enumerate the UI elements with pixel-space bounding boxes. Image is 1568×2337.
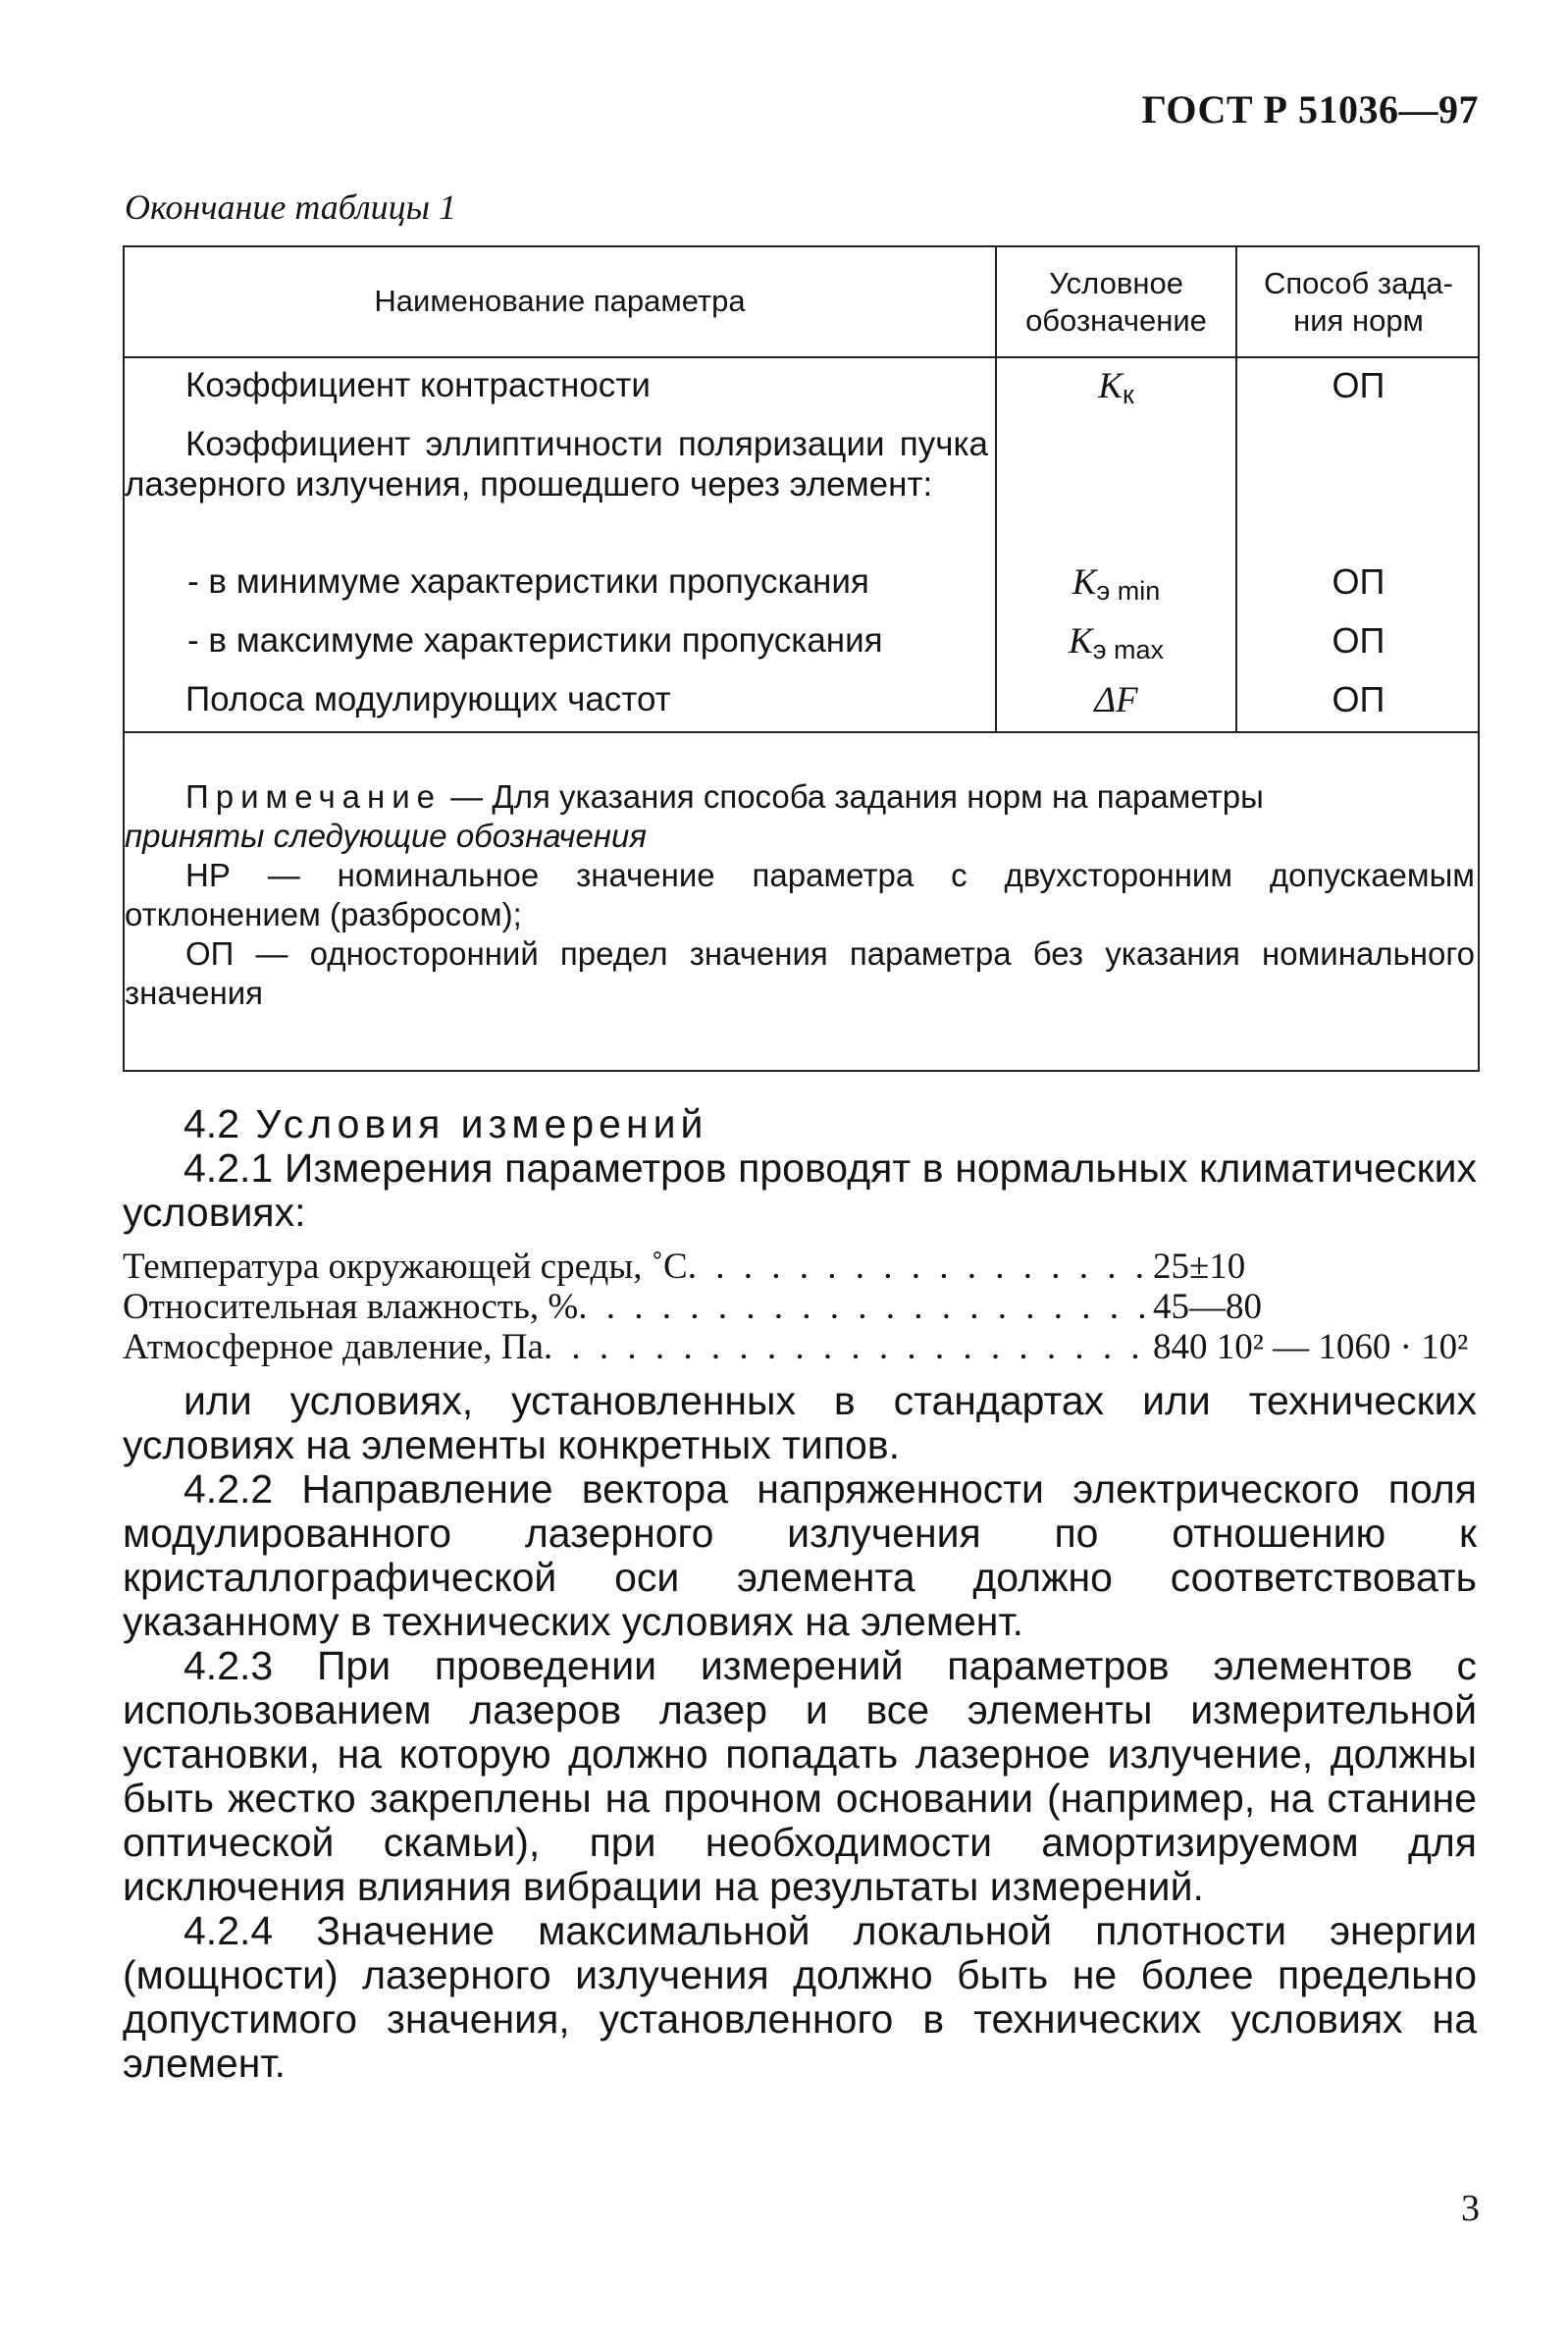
table-row-norm: ОП — [1332, 561, 1385, 602]
paragraph-4-2-1-continued: или условиях, установленных в стандартах или технических условиях на элементы конкретных типов. — [123, 1378, 1477, 1467]
header-norm-line2: ния норм — [1293, 303, 1424, 338]
note-line1 — [125, 777, 1475, 817]
header-norm-line1: Способ зада- — [1264, 266, 1453, 300]
symbol-subscript: э min — [1096, 576, 1161, 606]
condition-row — [123, 1327, 1477, 1367]
condition-label: Температура окружающей среды, ˚С — [123, 1247, 688, 1287]
note-label: Примечание — [185, 778, 443, 815]
note-text1: — Для указания способа задания норм на параметры — [442, 778, 1264, 815]
table-row-param: - в минимуме характеристики пропускания — [187, 562, 869, 601]
section-heading-num: 4.2 — [183, 1101, 239, 1146]
leader-dots — [688, 1247, 1153, 1287]
section-heading-text: Условия измерений — [255, 1101, 708, 1146]
condition-row — [123, 1287, 1477, 1327]
leader-dots — [578, 1287, 1153, 1327]
table-row-symbol — [997, 561, 1235, 604]
paragraph-4-2-1: 4.2.1 Измерения параметров проводят в нормальных климатических условиях: — [123, 1145, 1477, 1235]
condition-label: Атмосферное давление, Па — [123, 1327, 544, 1367]
note-line3: ОП — односторонний предел значения параметра без указания номинального значения — [125, 935, 1475, 1011]
header-symbol-line1: Условное — [1049, 266, 1183, 300]
table-row-norm: ОП — [1332, 365, 1385, 405]
table-divider — [125, 356, 1480, 358]
note-line2: НР — номинальное значение параметра с двухсторонним допускаемым отклонением (разбросом); — [125, 857, 1475, 932]
table-row-symbol — [997, 620, 1235, 663]
table-row-symbol: ΔF — [1094, 680, 1138, 720]
table-row-param: Полоса модулирующих частот — [185, 680, 671, 718]
condition-value: 25±10 — [1153, 1247, 1246, 1287]
table-row-param: Коэффициент контрастности — [185, 366, 651, 404]
section-body — [123, 1102, 1477, 2086]
standard-code: ГОСТ Р 51036—97 — [1141, 87, 1479, 132]
parameters-table — [123, 245, 1480, 1072]
table-note — [125, 777, 1475, 1013]
condition-value: 840 10² — 1060 · 10² — [1153, 1327, 1469, 1367]
page-number: 3 — [1461, 2188, 1480, 2229]
section-heading — [123, 1102, 1477, 1146]
paragraph-4-2-2: 4.2.2 Направление вектора напряженности электрического поля модулированного лазерного излучения по отношению к кристаллографической оси элемента должно соответствовать указанному в технических условиях на элемент. — [123, 1466, 1477, 1644]
table-caption: Окончание таблицы 1 — [125, 187, 457, 227]
table-row-param: - в максимуме характеристики пропускания — [187, 621, 883, 660]
condition-value: 45—80 — [1153, 1287, 1262, 1327]
header-symbol-line2: обозначение — [1025, 303, 1207, 338]
leader-dots — [544, 1327, 1153, 1367]
condition-label: Относительная влажность, % — [123, 1287, 579, 1327]
symbol-main: K — [1098, 366, 1123, 406]
table-row-norm: ОП — [1332, 679, 1385, 719]
header-symbol — [997, 265, 1235, 340]
header-param-name: Наименование параметра — [374, 284, 746, 318]
note-line1b: приняты следующие обозначения — [125, 818, 647, 854]
symbol-subscript: к — [1122, 380, 1134, 409]
header-norm — [1237, 265, 1480, 340]
table-row-symbol — [997, 365, 1235, 407]
table-divider — [125, 731, 1480, 733]
table-row-param: Коэффициент эллиптичности поляризации пучка лазерного излучения, прошедшего через элемент: — [125, 425, 988, 504]
symbol-main: K — [1071, 562, 1097, 603]
paragraph-4-2-3: 4.2.3 При проведении измерений параметров элементов с использованием лазеров лазер и все элементы измерительной установки, на которую должно попадать лазерное излучение, должны быть жестко закреплены на прочном основании (например, на станине оптической скамьи), при необходимости амортизируемом для исключения влияния вибрации на результаты измерений. — [123, 1643, 1477, 1909]
paragraph-4-2-4: 4.2.4 Значение максимальной локальной плотности энергии (мощности) лазерного излучения должно быть не более предельно допустимого значения, установленного в технических условиях на элемент. — [123, 1908, 1477, 2086]
table-row-norm: ОП — [1332, 620, 1385, 661]
symbol-subscript: э max — [1092, 635, 1164, 664]
conditions-list — [123, 1247, 1477, 1367]
condition-row — [123, 1247, 1477, 1287]
symbol-main: K — [1069, 621, 1093, 662]
